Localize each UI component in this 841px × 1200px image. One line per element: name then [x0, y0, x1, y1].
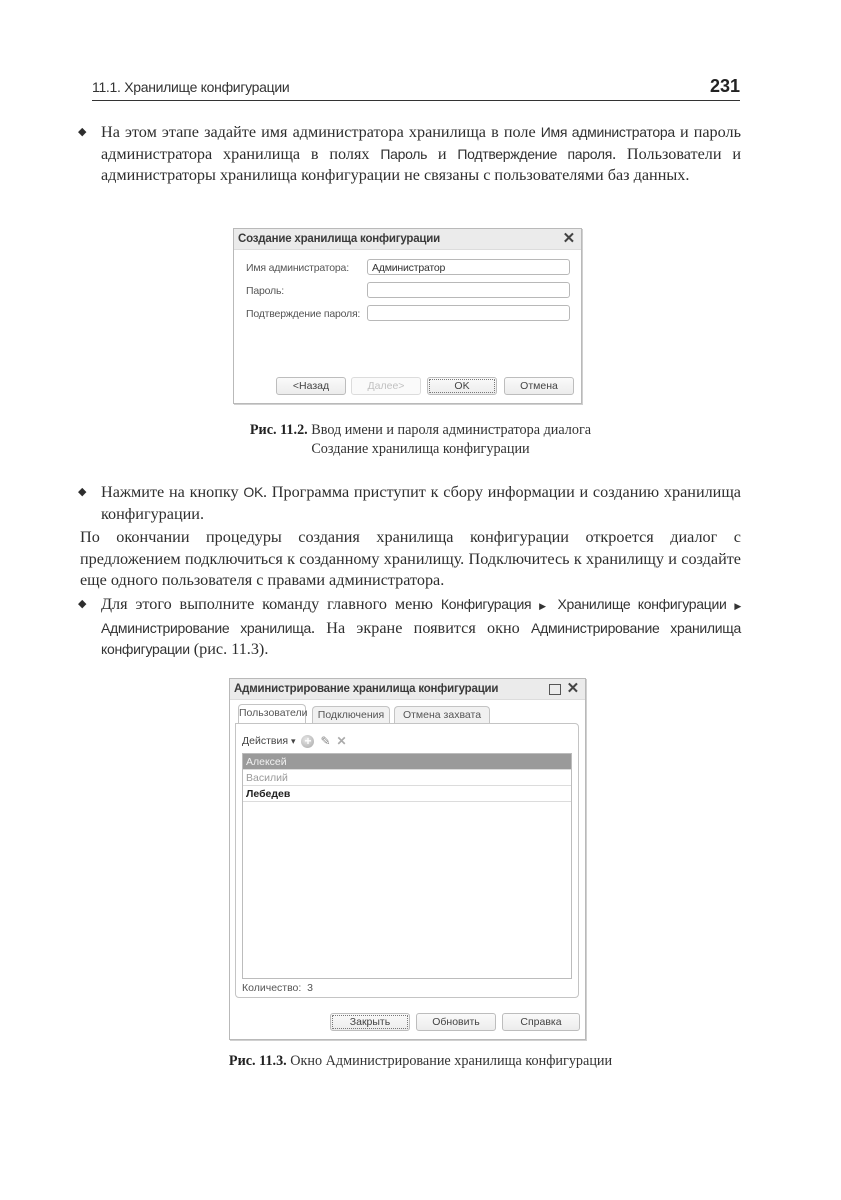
confirm-password-label: Подтверждение пароля: [246, 308, 361, 320]
ui-term-admin-window: Администрирование хранилища конфигурации [101, 619, 741, 657]
maximize-icon[interactable] [549, 684, 561, 695]
create-repository-dialog [233, 228, 582, 404]
refresh-button[interactable]: Обновить [416, 1013, 496, 1031]
dialog-title-bar [234, 229, 581, 250]
bullet-icon: ◆ [78, 598, 87, 610]
add-icon[interactable]: + [301, 735, 314, 748]
count-value: 3 [307, 982, 313, 994]
edit-icon[interactable]: ✎ [320, 734, 331, 748]
admin-name-input[interactable]: Администратор [367, 259, 570, 275]
section-title: 11.1. Хранилище конфигурации [92, 79, 290, 95]
window-title-bar [230, 679, 585, 700]
close-button[interactable]: Закрыть [330, 1013, 410, 1031]
admin-name-label: Имя администратора: [246, 262, 349, 274]
menu-repository: Хранилище конфигурации [557, 596, 727, 612]
caption-label: Рис. 11.3. [228, 1053, 287, 1069]
window-title: Администрирование хранилища конфигурации [234, 683, 499, 695]
password-input[interactable] [367, 282, 570, 298]
paragraph-menu-command: ◆ Для этого выполните команду главного меню Конфигурация ▶ Хранилище конфигурации ▶ Администрирование хранилища. На экране появится окно Администрирование хранилища конфигурации (рис. 11.3). [78, 595, 742, 658]
ok-button[interactable]: OK [427, 377, 497, 395]
actions-menu-button[interactable]: Действия ▾ [242, 735, 296, 747]
tab-cancel-lock[interactable]: Отмена захвата [394, 706, 490, 723]
close-icon[interactable]: ✕ [562, 230, 575, 247]
list-item[interactable]: Василий [243, 770, 571, 786]
dialog-title: Создание хранилища конфигурации [238, 233, 441, 245]
ui-term-admin-name: Имя администратора [540, 124, 675, 140]
back-button[interactable]: <Назад [276, 377, 346, 395]
password-label: Пароль: [246, 285, 284, 297]
caption-label: Рис. 11.2. [249, 422, 308, 438]
paragraph-press-ok: ◆ Нажмите на кнопку OK. Программа приступит к сбору информации и созданию хранилища конфигурации. [78, 483, 741, 523]
delete-icon[interactable]: ✕ [336, 734, 347, 748]
list-item[interactable]: Алексей [243, 754, 571, 770]
cancel-button[interactable]: Отмена [504, 377, 574, 395]
running-head [92, 76, 740, 101]
ui-term-password: Пароль [380, 145, 428, 162]
repository-admin-window [229, 678, 586, 1040]
bullet-icon: ◆ [78, 126, 87, 138]
bullet-icon: ◆ [78, 486, 87, 498]
menu-repository-admin: Администрирование хранилища [101, 619, 311, 636]
list-item[interactable]: Лебедев [243, 786, 571, 802]
menu-arrow-icon: ▶ [734, 601, 742, 611]
page-number: 231 [709, 76, 740, 96]
close-icon[interactable]: ✕ [566, 680, 579, 697]
paragraph-after-creation: По окончании процедуры создания хранилища конфигурации откроется диалог с предложением подключиться к созданному хранилищу. Подключитесь к хранилищу и создайте еще одного пользователя с правами администратора. [80, 528, 741, 589]
tab-connections[interactable]: Подключения [312, 706, 390, 723]
users-tab-panel [235, 723, 579, 998]
menu-arrow-icon: ▶ [539, 601, 550, 611]
figure-caption-11-2: Рис. 11.2. Ввод имени и пароля администратора диалога Создание хранилища конфигурации [249, 422, 592, 457]
ui-term-ok: OK [243, 484, 263, 500]
users-list [242, 753, 572, 979]
help-button[interactable]: Справка [502, 1013, 580, 1031]
menu-configuration: Конфигурация [440, 596, 532, 612]
figure-caption-11-3: Рис. 11.3. Окно Администрирование хранилища конфигурации [228, 1053, 613, 1069]
ui-term-confirm-password: Подтверждение пароля [457, 145, 613, 162]
tab-users[interactable]: Пользователи [238, 704, 306, 723]
next-button[interactable]: Далее> [351, 377, 421, 395]
count-label: Количество: 3 [242, 982, 313, 994]
chevron-down-icon: ▾ [290, 736, 296, 746]
users-toolbar [242, 733, 347, 749]
confirm-password-input[interactable] [367, 305, 570, 321]
paragraph-admin-name: ◆ На этом этапе задайте имя администратора хранилища в поле Имя администратора и пароль администратора хранилища в полях Пароль и Подтверждение пароля. Пользователи и администраторы хранилища конфигурации не связаны с пользователями баз данных. [78, 123, 742, 184]
